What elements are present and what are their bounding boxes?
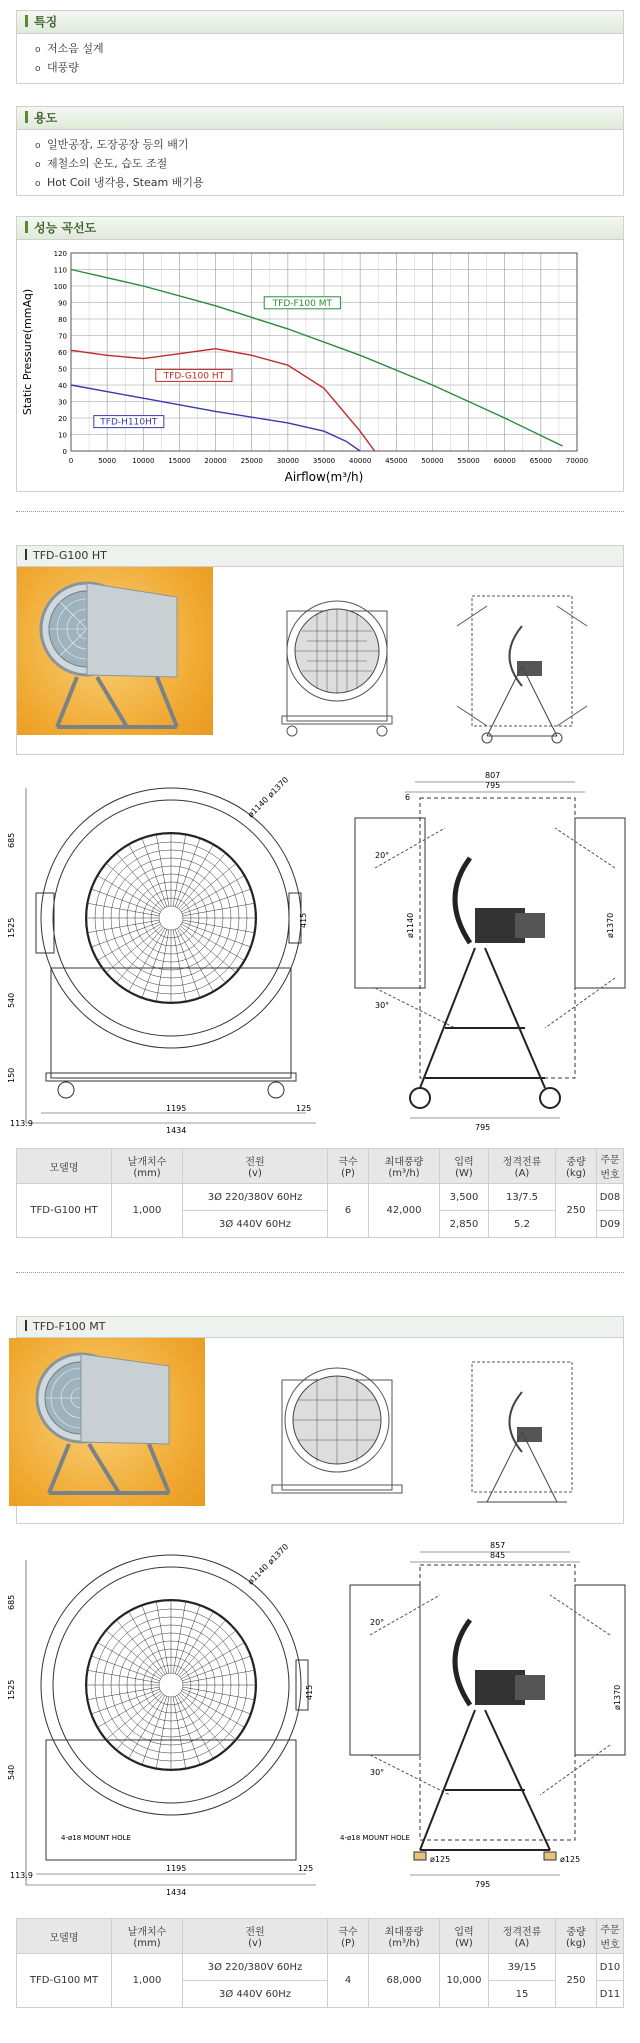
product2-side-thumb [447,1352,597,1512]
cell-airflow: 42,000 [369,1184,440,1238]
dim-label: ø125 [430,1855,451,1864]
grill-line [117,1621,163,1676]
cell-power: 3Ø 440V 60Hz [183,1981,328,2008]
y-tick-label: 20 [58,415,67,423]
product1-header [17,546,623,567]
col-blade: 날개치수 (mm) [112,1149,183,1184]
features-title: 특징 [34,15,58,29]
x-tick-label: 60000 [493,457,516,465]
grill-line [117,1694,163,1749]
x-tick-label: 15000 [168,457,191,465]
dim-label: 4-ø18 MOUNT HOLE [61,1834,131,1842]
features-item: o 대풍량 [35,59,623,78]
cell-order: D08 [597,1184,624,1211]
y-tick-label: 70 [58,332,67,341]
col-poles: 극수 (P) [328,1149,369,1184]
usage-header [17,107,623,130]
product2-spec-table [16,1918,624,2008]
table-row [17,1954,624,1981]
col-model: 모델명 [17,1919,112,1954]
cell-model: TFD-G100 HT [17,1184,112,1238]
grill-line [117,927,163,982]
x-tick-label: 40000 [349,457,372,465]
cell-input: 3,500 [440,1184,489,1211]
dim-label: 125 [298,1864,314,1873]
grill-line [179,1694,225,1749]
col-poles: 극수 (P) [328,1919,369,1954]
divider [16,511,624,512]
features-section [16,10,624,84]
dim-label: 1434 [166,1888,187,1897]
product1-side-drawing [345,768,635,1138]
dim-label: ø1370 [266,775,291,800]
series-label: TFD-G100 HT [163,371,225,382]
series-label: TFD-H110HT [100,417,158,428]
col-weight: 중량 (kg) [556,1149,597,1184]
grill-line [179,1621,225,1676]
dim-label: 807 [485,771,501,780]
usage-title: 용도 [34,111,58,125]
product1-box [16,545,624,755]
col-weight: 중량 (kg) [556,1919,597,1954]
cell-power: 3Ø 220/380V 60Hz [183,1954,328,1981]
x-tick-label: 35000 [312,457,336,465]
dim-label: 30° [375,1001,390,1010]
usage-item: o Hot Coil 냉각용, Steam 배기용 [35,174,623,193]
dim-label: 540 [7,992,16,1008]
x-tick-label: 65000 [529,457,552,465]
product1-side-thumb [447,586,597,746]
dim-label: 845 [490,1551,506,1560]
grill-line [159,906,183,930]
cell-order: D10 [597,1954,624,1981]
grill-line [180,1693,235,1739]
performance-header [17,217,623,240]
grill-line [179,854,225,909]
dim-label: ø125 [560,1855,581,1864]
performance-chart [17,239,623,489]
dim-label: 857 [490,1541,506,1550]
dim-label: 113.9 [10,1119,33,1128]
performance-section [16,216,624,492]
col-current: 정격전류 (A) [489,1919,556,1954]
grill-line [107,926,162,972]
product2-front-drawing [6,1540,336,1910]
dim-label: 795 [475,1880,491,1889]
dim-label: 795 [485,781,501,790]
dim-label: 125 [296,1104,312,1113]
x-tick-label: 70000 [565,457,589,465]
fan-photo-illustration [17,567,213,735]
x-tick-label: 25000 [240,457,263,465]
cell-current: 5.2 [489,1211,556,1238]
product2-box [16,1316,624,1524]
dim-label: 1525 [7,917,16,938]
fan-photo-illustration [9,1338,205,1506]
cell-poles: 4 [328,1954,369,2008]
x-tick-label: 45000 [385,457,408,465]
grill-line [107,864,162,910]
dim-label: 795 [475,1123,491,1132]
dim-label: 20° [370,1618,385,1627]
grill-line [180,926,235,972]
features-header [17,11,623,34]
col-current: 정격전류 (A) [489,1149,556,1184]
dim-label: ø1140 [406,912,415,938]
dim-label: 415 [305,1684,314,1700]
y-tick-label: 60 [58,349,67,357]
product2-side-drawing [340,1540,635,1910]
product1-front-drawing [6,768,336,1138]
product1-photo [17,567,213,735]
product2-title: TFD-F100 MT [33,1320,106,1333]
usage-item: o 제철소의 온도, 습도 조절 [35,155,623,174]
dim-label: 1525 [7,1679,16,1700]
col-power: 전원 (v) [183,1149,328,1184]
grill-line [107,1693,162,1739]
cell-order: D09 [597,1211,624,1238]
dim-label: 30° [370,1768,385,1777]
grill-line [179,927,225,982]
x-tick-label: 55000 [457,457,480,465]
cell-input: 2,850 [440,1211,489,1238]
cell-airflow: 68,000 [369,1954,440,2008]
cell-power: 3Ø 220/380V 60Hz [183,1184,328,1211]
x-tick-label: 0 [68,457,74,465]
dim-label: 685 [7,1594,16,1610]
col-order: 주문 번호 [597,1149,624,1184]
x-tick-label: 10000 [132,457,155,465]
dim-label: ø1140 [246,795,271,820]
cell-weight: 250 [556,1954,597,2008]
x-tick-label: 50000 [421,457,444,465]
col-power: 전원 (v) [183,1919,328,1954]
dim-label: 113.9 [10,1871,33,1880]
grill-line [107,1631,162,1677]
col-airflow: 최대풍량 (m³/h) [369,1149,440,1184]
y-tick-label: 100 [53,283,67,291]
dim-label: 540 [7,1764,16,1780]
y-tick-label: 0 [62,448,67,456]
x-axis-label: Airflow(m³/h) [284,470,364,484]
col-airflow: 최대풍량 (m³/h) [369,1919,440,1954]
cell-blade: 1,000 [112,1954,183,2008]
dim-label: 150 [7,1067,16,1083]
cell-blade: 1,000 [112,1184,183,1238]
product2-photo [9,1338,205,1506]
dim-label: 415 [299,912,308,928]
dim-label: 1195 [166,1864,187,1873]
dim-label: 4-ø18 MOUNT HOLE [340,1834,410,1842]
dim-label: ø1370 [613,1684,622,1710]
col-blade: 날개치수 (mm) [112,1919,183,1954]
col-input: 입력 (W) [440,1919,489,1954]
y-tick-label: 50 [58,365,67,374]
table-row [17,1184,624,1211]
dim-label: 6 [405,793,411,802]
cell-power: 3Ø 440V 60Hz [183,1211,328,1238]
dim-label: ø1140 [246,1562,271,1587]
divider [16,1272,624,1273]
cell-input: 10,000 [440,1954,489,2008]
usage-section [16,106,624,196]
series-label: TFD-F100 MT [272,298,332,309]
grill-line [117,854,163,909]
usage-item: o 일반공장, 도장공장 등의 배기 [35,136,623,155]
y-tick-label: 90 [58,299,67,308]
cell-poles: 6 [328,1184,369,1238]
col-order: 주문 번호 [597,1919,624,1954]
y-tick-label: 120 [53,250,67,258]
dim-label: 1195 [166,1104,187,1113]
product1-title: TFD-G100 HT [33,549,107,562]
product1-spec-table [16,1148,624,1238]
table-header-row [17,1149,624,1184]
y-tick-label: 30 [58,398,67,407]
product1-front-thumb [267,576,407,746]
product2-header [17,1317,623,1338]
product2-front-thumb [262,1345,412,1515]
x-tick-label: 20000 [204,457,227,465]
cell-current: 13/7.5 [489,1184,556,1211]
y-tick-label: 40 [58,382,67,390]
cell-current: 39/15 [489,1954,556,1981]
cell-order: D11 [597,1981,624,2008]
grill-line [159,1673,183,1697]
y-tick-label: 110 [53,266,67,275]
cell-model: TFD-G100 MT [17,1954,112,2008]
dim-label: ø1370 [266,1542,291,1567]
dim-label: 685 [7,832,16,848]
x-tick-label: 30000 [276,457,299,465]
y-tick-label: 10 [58,431,67,440]
dim-label: ø1370 [606,912,615,938]
cell-current: 15 [489,1981,556,2008]
col-input: 입력 (W) [440,1149,489,1184]
dim-label: 1434 [166,1126,187,1135]
y-tick-label: 80 [58,316,67,324]
dim-label: 20° [375,851,390,860]
features-item: o 저소음 설계 [35,40,623,59]
cell-weight: 250 [556,1184,597,1238]
col-model: 모델명 [17,1149,112,1184]
table-header-row [17,1919,624,1954]
grill-line [180,864,235,910]
grill-line [180,1631,235,1677]
series-line [71,349,375,451]
y-axis-label: Static Pressure(mmAq) [21,288,34,416]
performance-title: 성능 곡선도 [34,221,97,235]
x-tick-label: 5000 [98,457,117,465]
